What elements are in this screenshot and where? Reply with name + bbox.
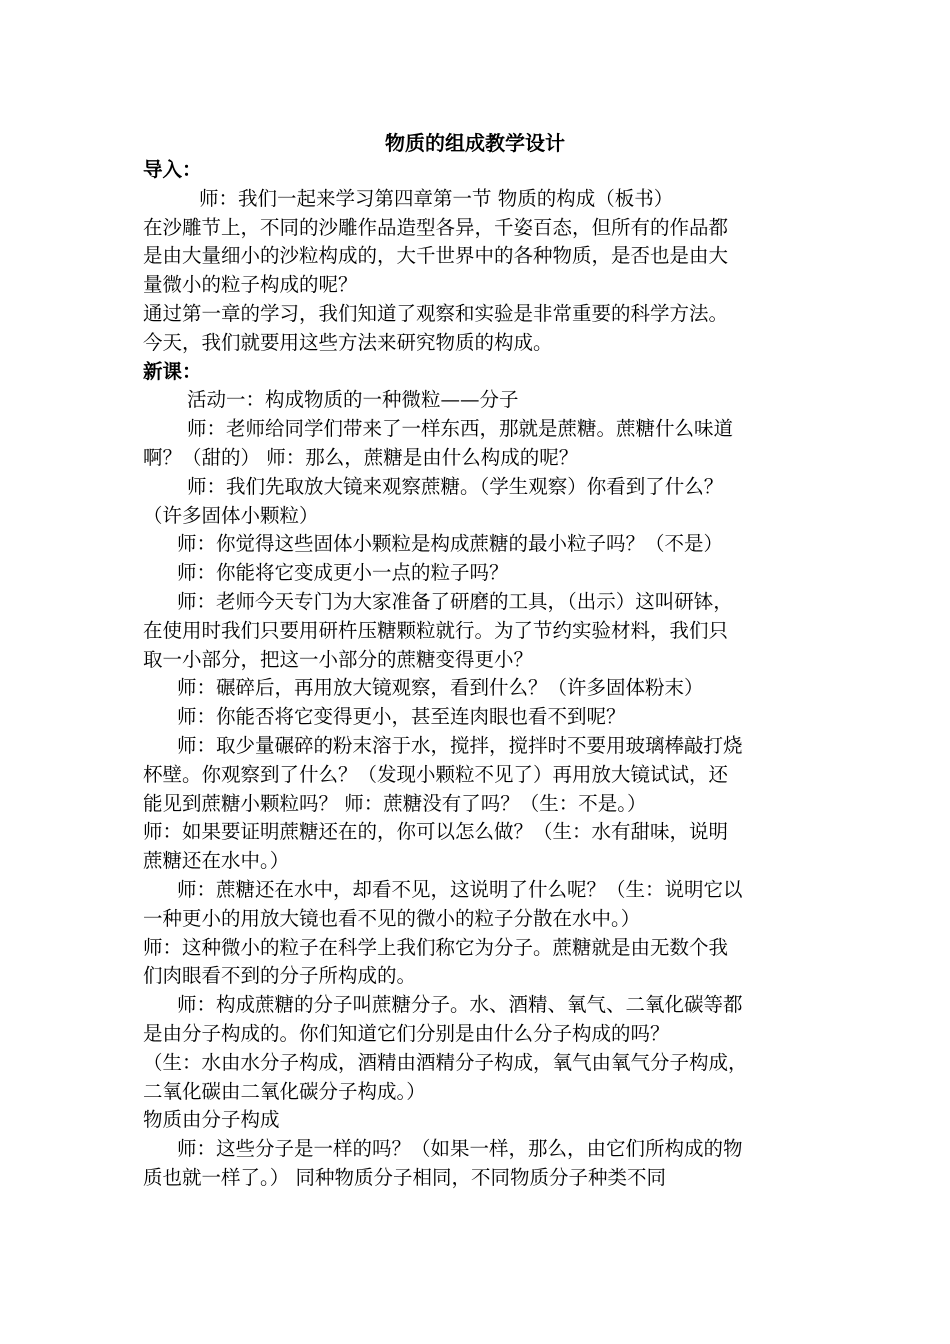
text-line: 师：取少量碾碎的粉末溶于水，搅拌，搅拌时不要用玻璃棒敲打烧	[177, 734, 743, 757]
text-line: 杯壁。你观察到了什么？（发现小颗粒不见了）再用放大镜试试，还	[143, 762, 729, 786]
text-line: 师：你觉得这些固体小颗粒是构成蔗糖的最小粒子吗？（不是）	[177, 532, 724, 556]
text-line: 师：你能否将它变得更小，甚至连肉眼也看不到呢？	[177, 705, 626, 729]
text-line: 是由大量细小的沙粒构成的，大千世界中的各种物质，是否也是由大	[143, 244, 729, 268]
text-line: 二氧化碳由二氧化碳分子构成。）	[143, 1079, 426, 1103]
text-line: 质也就一样了。） 同种物质分子相同，不同物质分子种类不同	[143, 1166, 666, 1189]
text-line: 一种更小的用放大镜也看不见的微小的粒子分散在水中。）	[143, 906, 641, 930]
document-title: 物质的组成教学设计	[385, 131, 565, 155]
text-line: 师：这种微小的粒子在科学上我们称它为分子。蔗糖就是由无数个我	[143, 935, 729, 959]
text-line: 师：老师今天专门为大家准备了研磨的工具，（出示）这叫研钵，	[177, 590, 733, 613]
text-line: 取一小部分，把这一小部分的蔗糖变得更小？	[143, 647, 534, 671]
text-line: 师：我们一起来学习第四章第一节 物质的构成（板书）	[199, 186, 674, 210]
text-line: 啊？（甜的） 师：那么，蔗糖是由什么构成的呢？	[143, 446, 579, 469]
text-line: 师：老师给同学们带来了一样东西，那就是蔗糖。蔗糖什么味道	[187, 417, 734, 441]
section-heading: 新课：	[143, 359, 202, 383]
text-line: 活动一：构成物质的一种微粒——分子	[187, 388, 519, 412]
text-line: 蔗糖还在水中。）	[143, 849, 290, 873]
text-line: 是由分子构成的。你们知道它们分别是由什么分子构成的吗？	[143, 1022, 670, 1045]
text-line: 师：碾碎后，再用放大镜观察，看到什么？（许多固体粉末）	[177, 676, 704, 700]
text-line: 师：这些分子是一样的吗？（如果一样，那么，由它们所构成的物	[177, 1137, 743, 1161]
text-line: 今天，我们就要用这些方法来研究物质的构成。	[143, 330, 553, 354]
text-line: 在使用时我们只要用研杵压糖颗粒就行。为了节约实验材料，我们只	[143, 618, 729, 642]
section-heading: 导入：	[143, 158, 202, 181]
text-line: 们肉眼看不到的分子所构成的。	[143, 964, 417, 988]
text-line: （生：水由水分子构成，酒精由酒精分子构成，氧气由氧气分子构成，	[143, 1050, 748, 1074]
text-line: 师：构成蔗糖的分子叫蔗糖分子。水、酒精、氧气、二氧化碳等都	[177, 993, 743, 1017]
text-line: 师：我们先取放大镜来观察蔗糖。（学生观察）你看到了什么？	[187, 474, 724, 498]
text-line: （许多固体小颗粒）	[143, 503, 319, 527]
text-line: 物质由分子构成	[143, 1108, 280, 1132]
text-line: 师：你能将它变成更小一点的粒子吗？	[177, 561, 509, 585]
text-line: 量微小的粒子构成的呢？	[143, 273, 358, 297]
text-line: 师：蔗糖还在水中，却看不见，这说明了什么呢？（生：说明它以	[177, 878, 743, 901]
text-line: 能见到蔗糖小颗粒吗？ 师：蔗糖没有了吗？（生：不是。）	[143, 791, 647, 815]
text-line: 通过第一章的学习，我们知道了观察和实验是非常重要的科学方法。	[143, 302, 729, 325]
text-line: 师：如果要证明蔗糖还在的，你可以怎么做？（生：水有甜味，说明	[143, 820, 729, 844]
text-line: 在沙雕节上，不同的沙雕作品造型各异，千姿百态，但所有的作品都	[143, 215, 729, 239]
